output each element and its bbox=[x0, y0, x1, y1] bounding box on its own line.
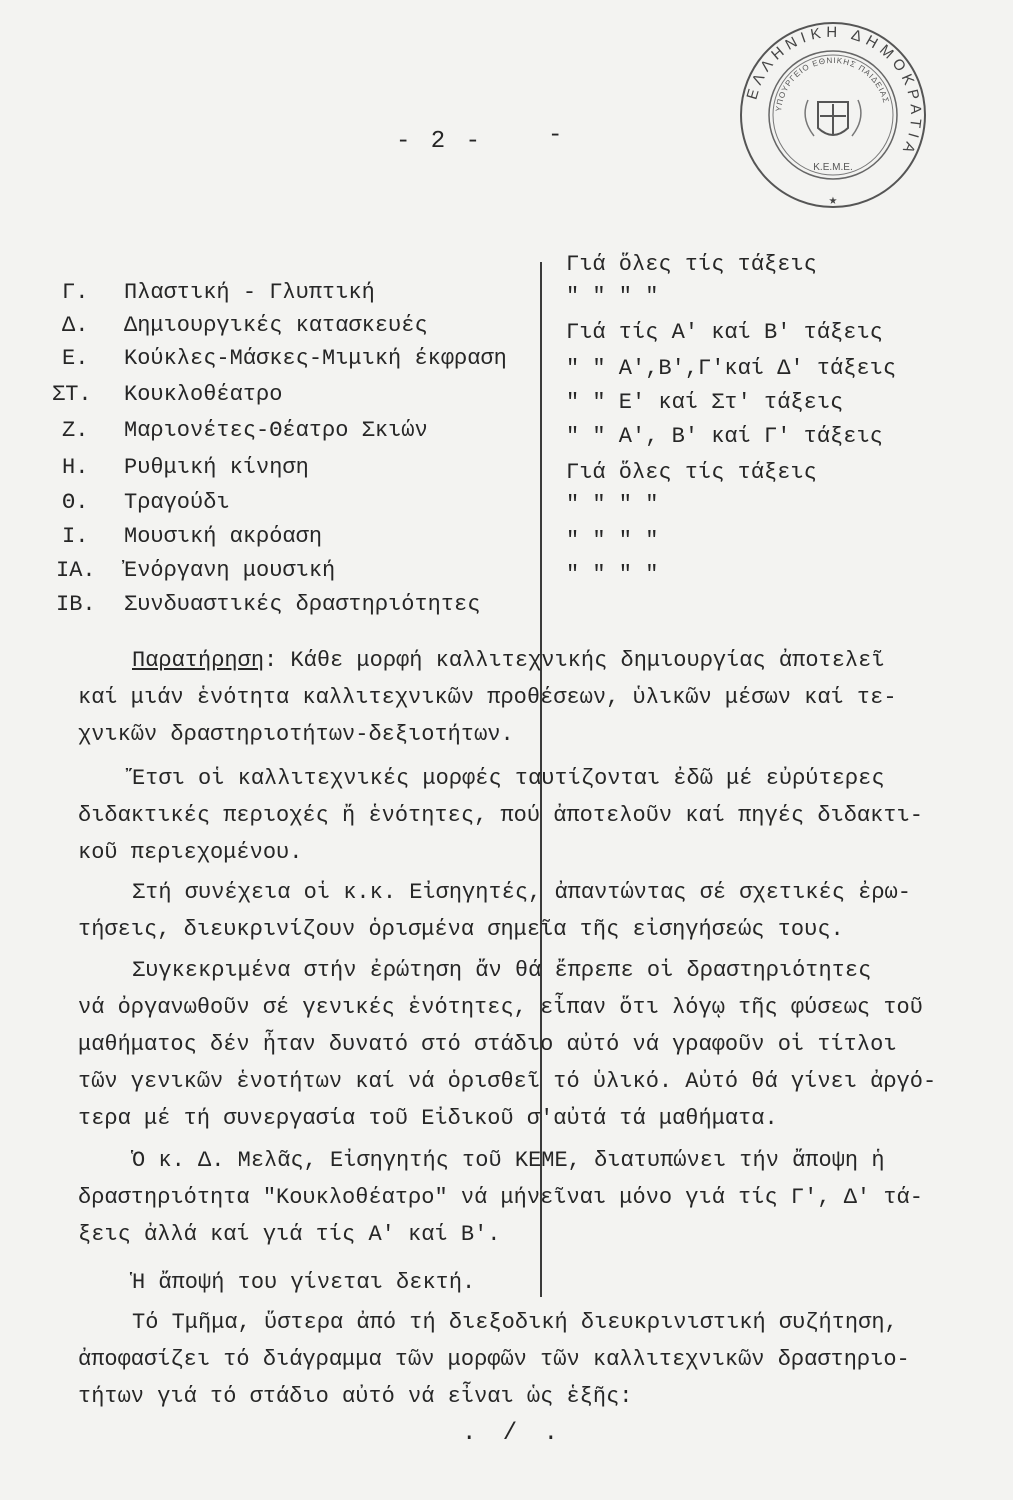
list-item: ΣΤ. Κουκλοθέατρο bbox=[52, 382, 283, 407]
list-item: Θ. Τραγούδι bbox=[62, 490, 230, 515]
list-item: " " " " bbox=[566, 528, 659, 553]
list-item: Δ. Δημιουργικές κατασκευές bbox=[62, 313, 428, 338]
list-item: " " " " bbox=[566, 562, 659, 587]
list-item: ΙΑ. Ἐνόργανη μουσική bbox=[56, 558, 336, 583]
seal-star-icon: ★ bbox=[828, 193, 838, 209]
list-item: Ζ. Μαριονέτες-Θέατρο Σκιών bbox=[62, 418, 428, 443]
list-item: Γ. Πλαστική - Γλυπτική bbox=[62, 280, 375, 305]
list-item: " " Α', Β' καί Γ' τάξεις bbox=[566, 424, 883, 449]
seal-outer-text: ΕΛΛΗΝΙΚΗ ΔΗΜΟΚΡΑΤΙΑ bbox=[743, 23, 925, 161]
document-page: - 2 - - ΕΛΛΗΝΙΚΗ ΔΗΜΟΚΡΑΤΙΑ ΥΠΟΥΡΓΕΙΟ ΕΘΝΙΚΗΣ ΠΑΙΔΕΙΑΣ Κ.Ε.Μ.Ε. ★ Γ. Πλαστική - Γλυπτική Δ. Δημιουργικές κατασκευές Ε. Κούκλες-Μάσκες-Μιμική έκφραση ΣΤ. Κουκλοθέατρο Ζ. Μαριονέτες-Θέατρο Σκιών Η. Ρυθμική κίνηση Θ. Τραγούδι Ι. Μουσική ακρόαση ΙΑ. Ἐνόργανη μουσική ΙΒ. Συνδυαστικές δραστηριότητες Γιά ὅλες τίς τάξεις " " " " Γιά τίς Α' καί Β' τάξεις " " Α',Β',Γ'καί Δ' τάξεις " " Ε' καί Στ' τάξεις " " Α', Β' καί Γ' τάξεις Γιά ὅλες τίς τάξεις " " " " " " " " " " " " Παρατήρηση: Κάθε μορφή καλλιτεχνικής δημιουργίας ἀποτελεῖ καί μιάν ἑνότητα καλλιτεχνικῶν προθέσεων, ὑλικῶν μέσων καί τε- χνικῶν δραστηριοτήτων-δεξιοτήτων. Ἔτσι οἱ καλλιτεχνικές μορφές ταυτίζονται ἐδῶ μέ εὐρύτερες διδακτικές περιοχές ἤ ἑνότητες, πού ἀποτελοῦν καί πηγές διδακτι- κοῦ περιεχομένου. Στή συνέχεια οἱ κ.κ. Εἰσηγητές, ἀπαντώντας σέ σχετικές ἐρω- τήσεις, διευκρινίζουν ὁρισμένα σημεῖα τῆς εἰσηγήσεώς τους. Συγκεκριμένα στήν ἐρώτηση ἄν θά ἔπρεπε οἱ δραστηριότητες νά ὀργανωθοῦν σέ γενικές ἑνότητες, εἶπαν ὅτι λόγῳ τῆς φύσεως τοῦ μαθήματος δέν ἦταν δυνατό στό στάδιο αὐτό νά γραφοῦν οἱ τίτλοι τῶν γενικῶν ἑνοτήτων καί νά ὁρισθεῖ τό ὑλικό. Αὐτό θά γίνει ἀργό- τερα μέ τή συνεργασία τοῦ Εἰδικοῦ σ'αὐτά τά μαθήματα. Ὁ κ. Δ. Μελᾶς, Εἰσηγητής τοῦ ΚΕΜΕ, διατυπώνει τήν ἄποψη ἡ δραστηριότητα "Κουκλοθέατρο" νά μήνεῖναι μόνο γιά τίς Γ', Δ' τά- ξεις ἀλλά καί γιά τίς Α' καί Β'. Ἡ ἄποψή του γίνεται δεκτή. Τό Τμῆμα, ὕστερα ἀπό τή διεξοδική διευκρινιστική συζήτηση, ἀποφασίζει τό διάγραμμα τῶν μορφῶν τῶν καλλιτεχνικῶν δραστηριο- τήτων γιά τό στάδιο αὐτό νά εἶναι ὡς ἑξῆς: . / . bbox=[0, 0, 1013, 1500]
list-item: Γιά τίς Α' καί Β' τάξεις bbox=[566, 320, 883, 345]
official-seal-icon bbox=[738, 20, 928, 210]
page-number: - 2 - bbox=[396, 128, 484, 155]
list-item: Η. Ρυθμική κίνηση bbox=[62, 455, 309, 480]
list-item: " " " " bbox=[566, 492, 659, 517]
list-item: ΙΒ. Συνδυαστικές δραστηριότητες bbox=[56, 592, 481, 617]
header-dash: - bbox=[548, 122, 563, 149]
list-item: Γιά ὅλες τίς τάξεις bbox=[566, 252, 817, 277]
svg-text:ΕΛΛΗΝΙΚΗ ΔΗΜΟΚΡΑΤΙΑ bbox=[744, 24, 925, 160]
list-item: Ι. Μουσική ακρόαση bbox=[62, 524, 323, 549]
list-item: " " Ε' καί Στ' τάξεις bbox=[566, 390, 844, 415]
note-label: Παρατήρηση bbox=[132, 648, 265, 673]
list-item: Γιά ὅλες τίς τάξεις bbox=[566, 460, 817, 485]
coat-of-arms-icon bbox=[805, 100, 861, 136]
list-item: " " " " bbox=[566, 284, 659, 309]
seal-bottom-text: Κ.Ε.Μ.Ε. bbox=[813, 162, 853, 173]
list-item: " " Α',Β',Γ'καί Δ' τάξεις bbox=[566, 356, 897, 381]
seal-inner-text: ΥΠΟΥΡΓΕΙΟ ΕΘΝΙΚΗΣ ΠΑΙΔΕΙΑΣ bbox=[774, 55, 891, 113]
list-item: Ε. Κούκλες-Μάσκες-Μιμική έκφραση bbox=[62, 346, 507, 371]
continuation-mark: . / . bbox=[462, 1420, 565, 1447]
